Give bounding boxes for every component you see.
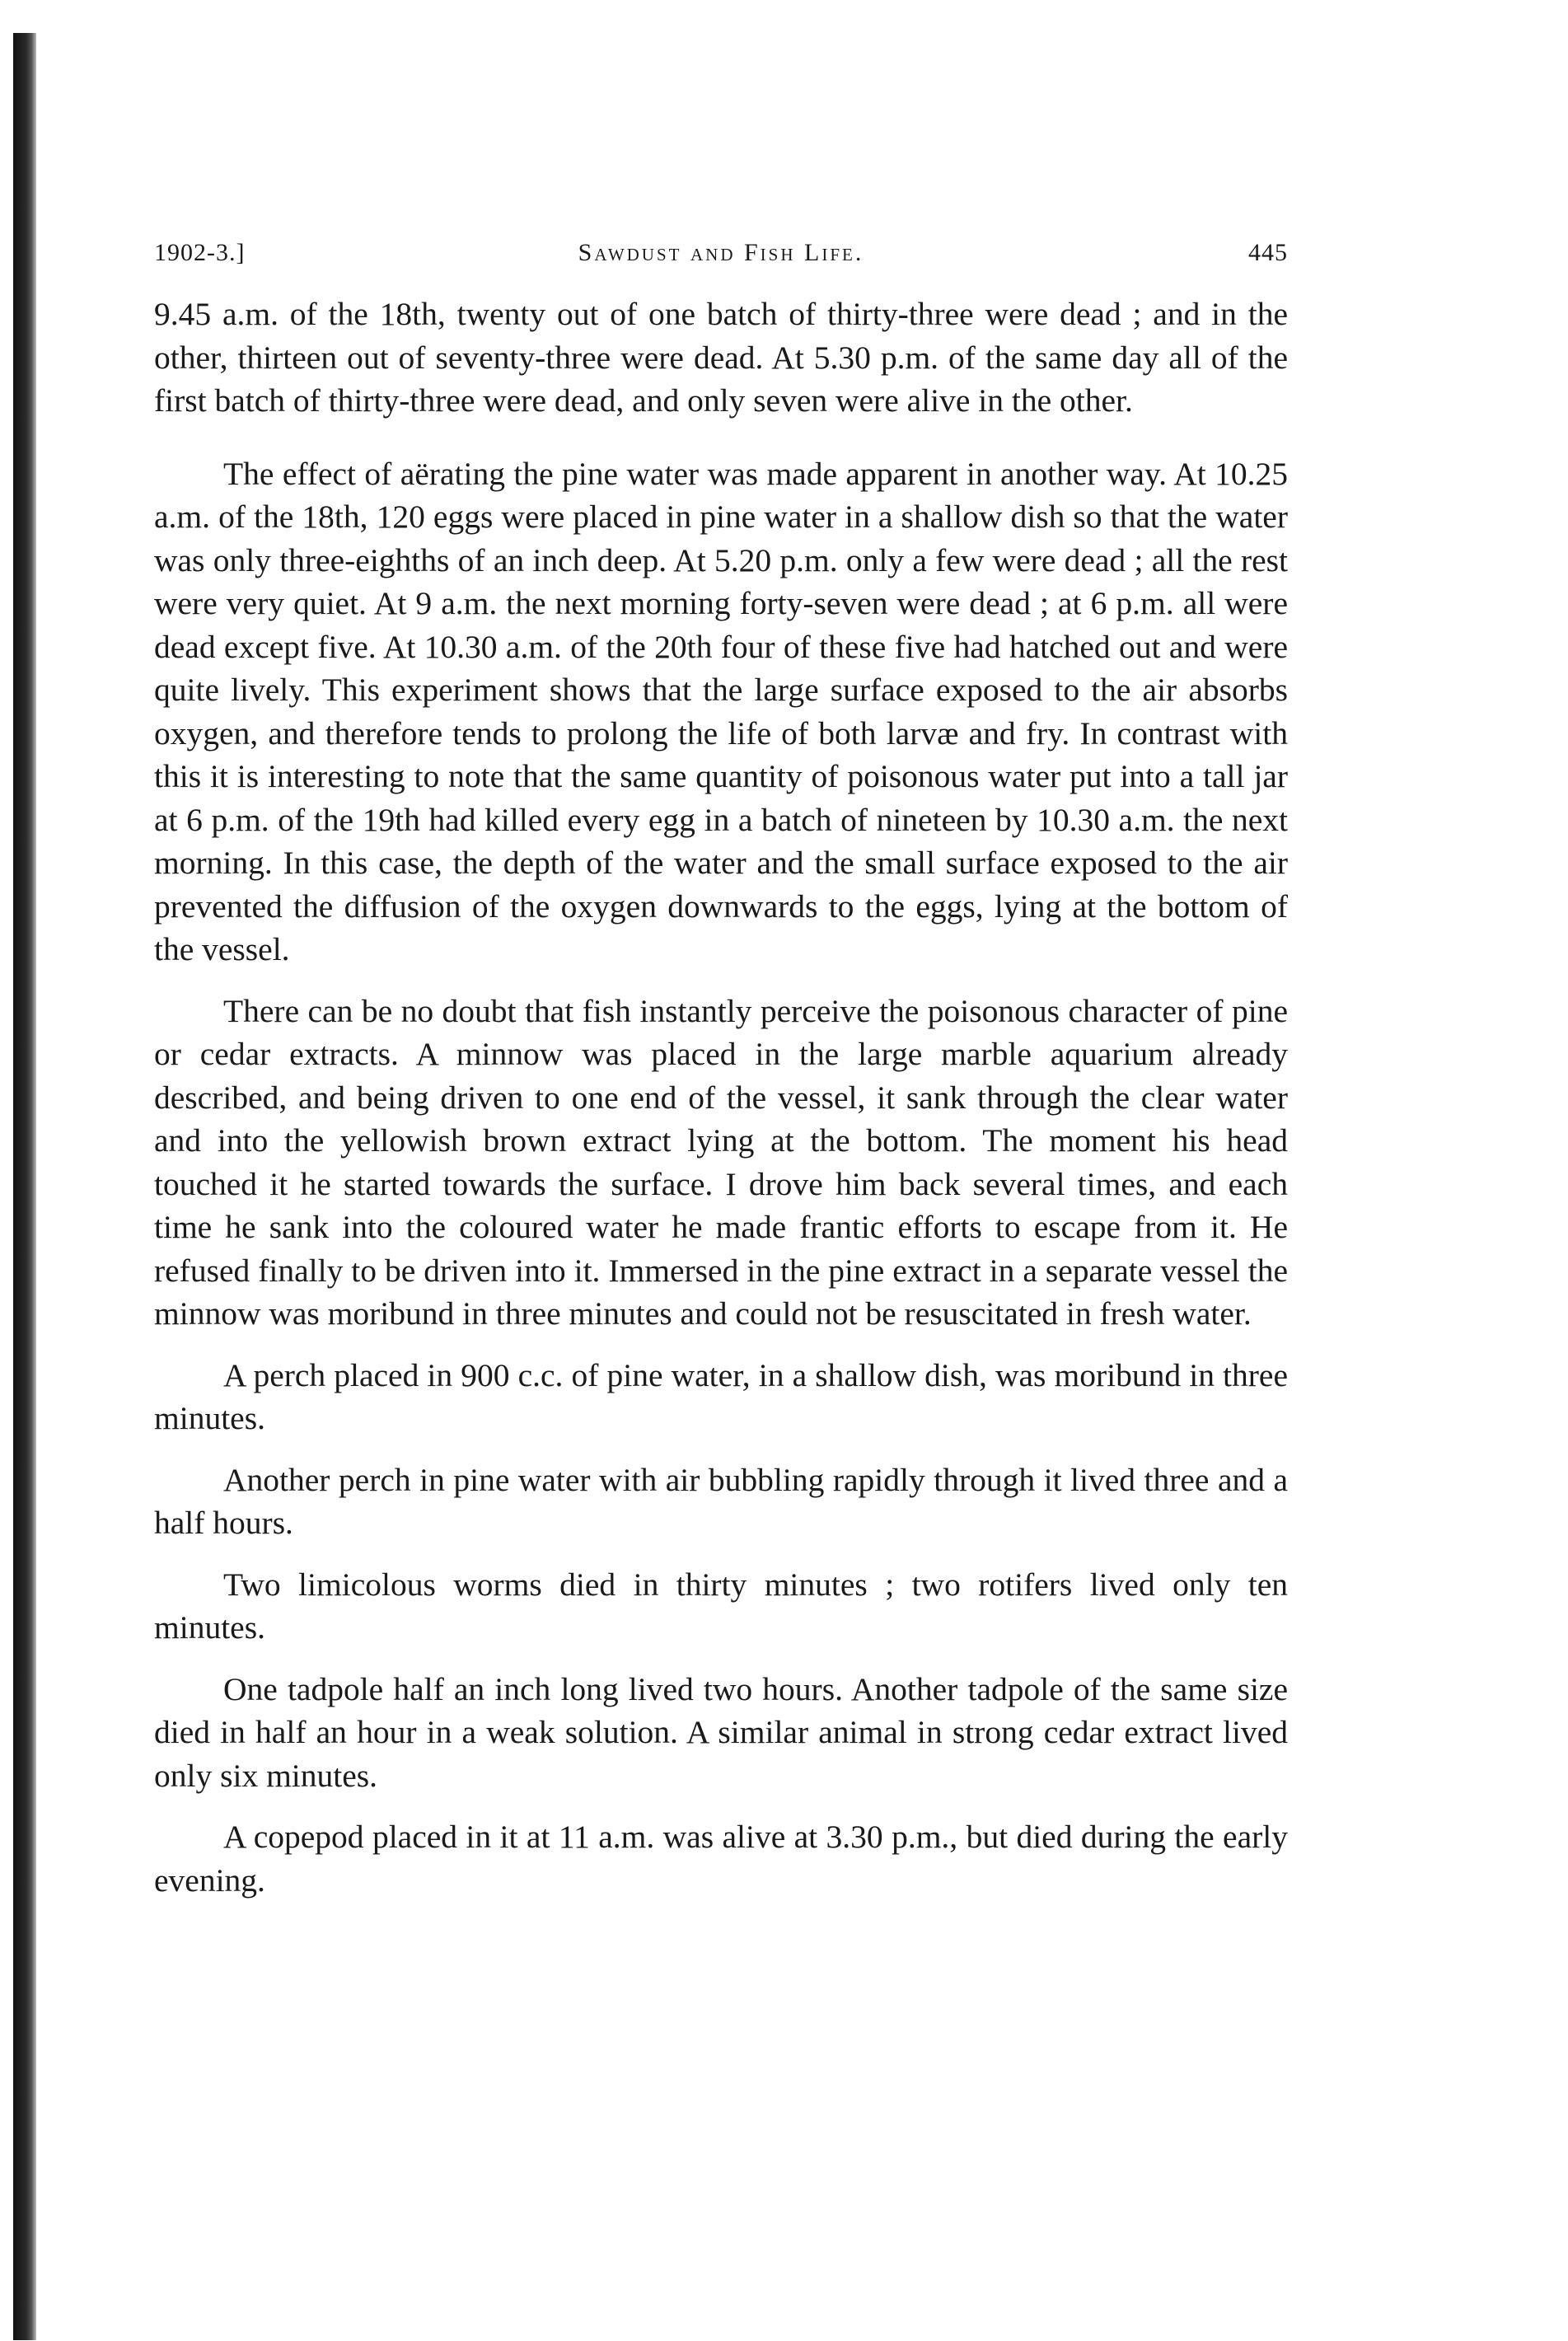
paragraph-tadpole: One tadpole half an inch long lived two hours. Another tadpole of the same size died in half an hour in a weak solution. A similar animal in strong cedar extract lived only six minutes.: [154, 1670, 1288, 1794]
header-title: Sawdust and Fish Life.: [578, 239, 864, 266]
page-number: 445: [1248, 239, 1288, 266]
paragraph-perch-air: Another perch in pine water with air bubbling rapidly through it lived three and a half hours.: [154, 1461, 1288, 1541]
running-head: [154, 239, 1288, 272]
header-year: 1902-3.]: [154, 239, 246, 266]
paragraph-continued: 9.45 a.m. of the 18th, twenty out of one batch of thirty-three were dead ; and in the other, thirteen out of seventy-three were dead. At 5.30 p.m. of the same day all of the first batch of thirty-three were dead, and only seven were alive in the other.: [154, 296, 1288, 419]
paragraph-perch: A perch placed in 900 c.c. of pine water, in a shallow dish, was moribund in three minutes.: [154, 1356, 1288, 1436]
paragraph-worms-rotifers: Two limicolous worms died in thirty minutes ; two rotifers lived only ten minutes.: [154, 1566, 1288, 1646]
paragraph-copepod: A copepod placed in it at 11 a.m. was alive at 3.30 p.m., but died during the early evening.: [154, 1819, 1288, 1899]
binding-edge: [13, 33, 36, 2340]
paragraph-aerating-effect: The effect of aërating the pine water was made apparent in another way. At 10.25 a.m. of the 18th, 120 eggs were placed in pine water in a shallow dish so that the water was only three-eighths of an inch deep. At 5.20 p.m. only a few were dead ; all the rest were very quiet. At 9 a.m. the next morning forty-seven were dead ; at 6 p.m. all were dead except five. At 10.30 a.m. of the 20th four of these five had hatched out and were quite lively. This experiment shows that the large surface exposed to the air absorbs oxygen, and therefore tends to prolong the life of both larvæ and fry. In contrast with this it is interesting to note that the same quantity of poisonous water put into a tall jar at 6 p.m. of the 19th had killed every egg in a batch of nineteen by 10.30 a.m. the next morning. In this case, the depth of the water and the small surface exposed to the air prevented the diffusion of the oxygen downwards to the eggs, lying at the bottom of the vessel.: [154, 455, 1288, 967]
paragraph-minnow: There can be no doubt that fish instantly perceive the poisonous character of pine or cedar extracts. A minnow was placed in the large marble aquarium already described, and being driven to one end of the vessel, it sank through the clear water and into the yellowish brown extract lying at the bottom. The moment his head touched it he started towards the surface. I drove him back several times, and each time he sank into the coloured water he made frantic efforts to escape from it. He refused finally to be driven into it. Immersed in the pine extract in a separate vessel the minnow was moribund in three minutes and could not be resuscitated in fresh water.: [154, 992, 1288, 1332]
body-text: [154, 293, 1288, 1920]
